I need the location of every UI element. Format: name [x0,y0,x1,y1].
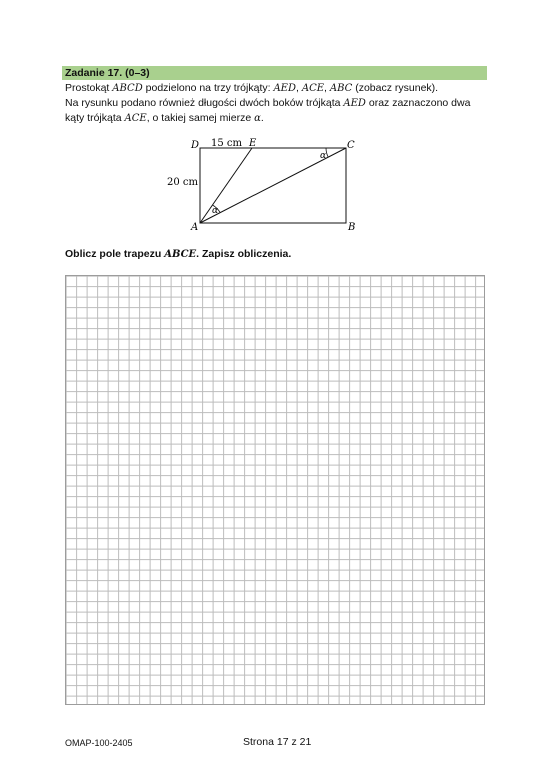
math-tri: ACE [124,113,147,124]
math-trapezoid: ABCE [164,249,197,260]
math-tri-1: AED [273,83,296,94]
math-tri-3: ABC [329,83,353,94]
math-alpha: α [254,113,261,124]
footer-code: OMAP-100-2405 [65,738,133,748]
length-de-label: 15 cm [211,138,242,149]
text: oraz zaznaczono dwa [365,97,471,109]
segment-ae [200,148,252,223]
paragraph-2 [65,97,470,110]
question-text [65,248,291,260]
label-e: E [249,138,257,149]
text: Na rysunku podano również długości dwóch boków trójkąta [65,97,344,109]
angle-label-a: α [212,206,219,216]
text: Prostokąt [65,82,113,94]
text: , [324,82,330,94]
text: Oblicz pole trapezu [65,248,165,260]
paragraph-3 [65,112,264,125]
answer-grid[interactable] [65,275,485,705]
task-title: Zadanie 17. (0–3) [65,67,150,79]
math-rect: ABCD [112,83,143,94]
text: , [296,82,302,94]
paragraph-1 [65,82,438,95]
label-a: A [191,222,199,233]
math-tri-2: ACE [301,83,325,94]
text: (zobacz rysunek). [352,82,439,94]
text: . [260,112,264,124]
text: . Zapisz obliczenia. [196,248,292,260]
math-tri: AED [343,98,366,109]
text: podzielono na trzy trójkąty: [142,82,274,94]
label-d: D [191,140,200,151]
label-c: C [347,140,355,151]
geometry-figure [160,134,360,234]
text: , o takiej samej mierze [146,112,255,124]
angle-arc-c [326,148,328,157]
length-ad-label: 20 cm [167,177,198,188]
text: kąty trójkąta [65,112,125,124]
footer-page-number: Strona 17 z 21 [243,736,312,748]
label-b: B [348,222,356,233]
angle-label-c: α [320,151,327,161]
